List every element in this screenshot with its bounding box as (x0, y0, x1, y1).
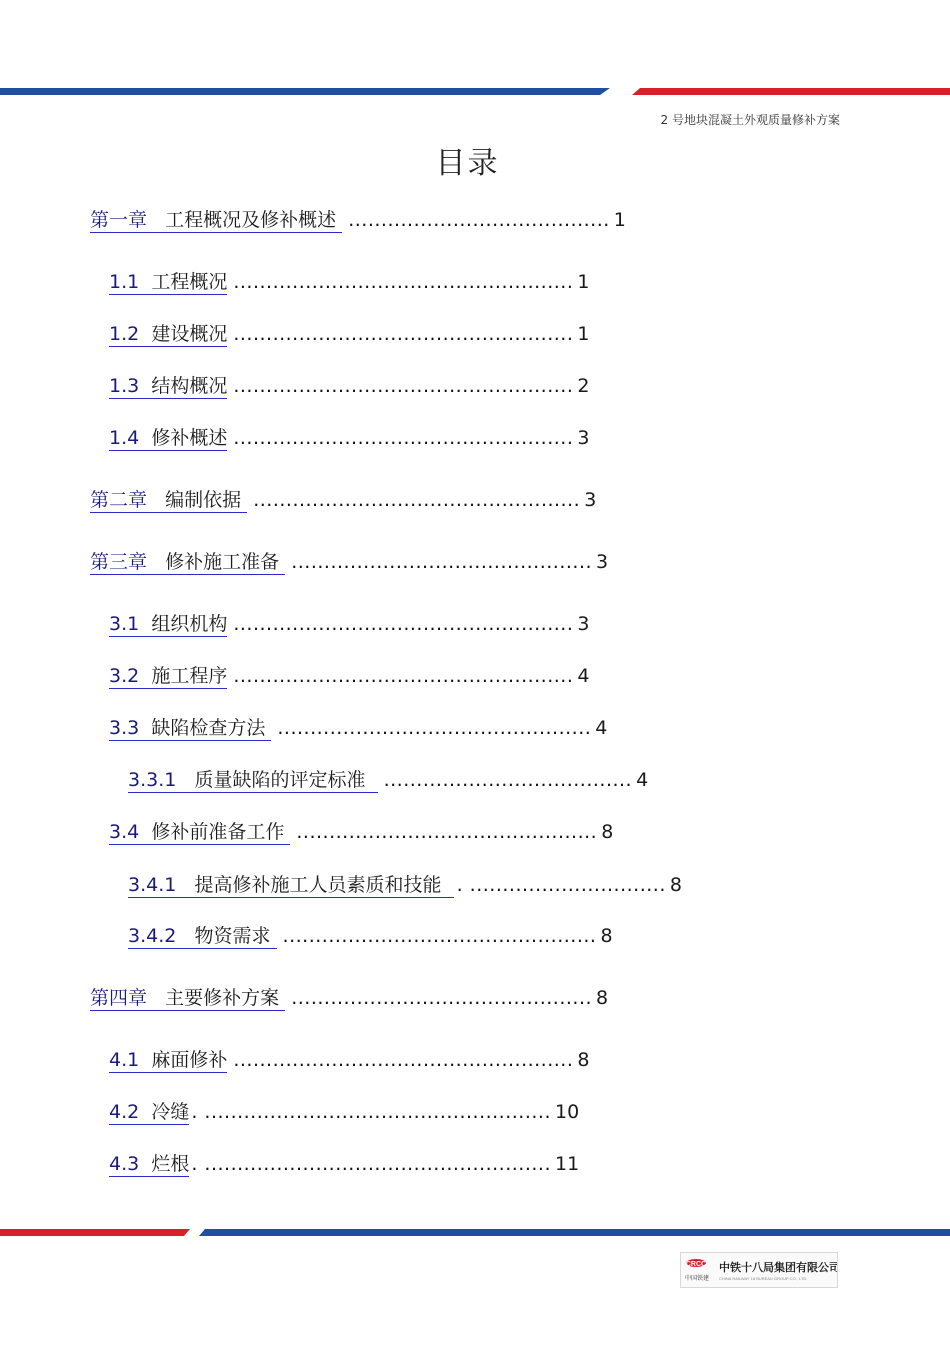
toc-page-number: 8 (600, 925, 613, 947)
toc-leader: .................................................... (233, 613, 574, 635)
toc-entry-3-4[interactable] (109, 817, 613, 843)
toc-page-number: 8 (596, 987, 609, 1009)
toc-leader: .................................................... (233, 375, 574, 397)
toc-leader: ................................................ (282, 925, 597, 947)
toc-leader: ................................................ (277, 717, 592, 739)
toc-link[interactable]: 第四章 主要修补方案 (90, 983, 285, 1010)
toc-entry-chapter-4[interactable] (90, 983, 608, 1009)
toc-leader: .................................................. (253, 489, 581, 511)
toc-page-number: 3 (577, 427, 590, 449)
toc-leader: . ..................................................... (191, 1153, 552, 1175)
toc-page-number: 1 (613, 209, 626, 231)
toc-leader: . ..................................................... (191, 1101, 552, 1123)
toc-leader: .................................................... (233, 1049, 574, 1071)
toc-leader: .............................................. (291, 551, 593, 573)
toc-link[interactable]: 第一章 工程概况及修补概述 (90, 205, 342, 232)
toc-link[interactable]: 1.3 结构概况 (109, 375, 228, 397)
svg-text:CRCC: CRCC (685, 1261, 707, 1268)
toc-link[interactable]: 4.3 烂根 (109, 1153, 190, 1175)
page-title: 目录 (435, 146, 500, 181)
toc-page-number: 3 (596, 551, 609, 573)
toc-link[interactable]: 3.1 组织机构 (109, 613, 228, 635)
toc-leader: . .............................. (456, 874, 666, 896)
toc-link[interactable]: 4.1 麻面修补 (109, 1049, 228, 1071)
toc-entry-3-3-1[interactable] (128, 765, 648, 791)
header-band (0, 86, 950, 98)
running-header: 2 号地块混凝土外观质量修补方案 (660, 113, 840, 127)
toc-link[interactable]: 1.4 修补概述 (109, 427, 228, 449)
toc-entry-1-2[interactable] (109, 319, 589, 345)
toc-leader: .............................................. (296, 821, 598, 843)
toc-leader: .................................................... (233, 665, 574, 687)
toc-entry-3-4-2[interactable] (128, 921, 613, 947)
toc-page-number: 8 (669, 874, 682, 896)
toc-entry-chapter-3[interactable] (90, 547, 608, 573)
toc-leader: .................................................... (233, 323, 574, 345)
toc-page-number: 1 (577, 323, 590, 345)
toc-leader: ........................................ (348, 209, 610, 231)
toc-link[interactable]: 3.3 缺陷检查方法 (109, 713, 271, 740)
svg-text:中国铁建: 中国铁建 (685, 1275, 710, 1282)
footer-band (0, 1227, 950, 1239)
toc-leader: .................................................... (233, 427, 574, 449)
toc-entry-chapter-1[interactable] (90, 205, 626, 231)
toc-entry-3-4-1[interactable] (128, 870, 682, 896)
toc-entry-1-3[interactable] (109, 371, 589, 397)
toc-link[interactable]: 3.2 施工程序 (109, 665, 228, 687)
toc-page-number: 11 (555, 1153, 580, 1175)
toc-entry-3-3[interactable] (109, 713, 607, 739)
toc-leader: .............................................. (291, 987, 593, 1009)
toc-link[interactable]: 第二章 编制依据 (90, 485, 247, 512)
toc-page-number: 2 (577, 375, 590, 397)
toc-leader: ...................................... (383, 769, 633, 791)
toc-page-number: 3 (584, 489, 597, 511)
toc-link[interactable]: 第三章 修补施工准备 (90, 547, 285, 574)
toc-page-number: 10 (555, 1101, 580, 1123)
toc-page-number: 1 (577, 271, 590, 293)
toc-page-number: 4 (636, 769, 649, 791)
toc-entry-chapter-2[interactable] (90, 485, 596, 511)
toc-link[interactable]: 3.4.2 物资需求 (128, 921, 277, 948)
toc-link[interactable]: 1.1 工程概况 (109, 271, 228, 293)
toc-link[interactable]: 4.2 冷缝 (109, 1101, 190, 1123)
toc-entry-1-4[interactable] (109, 423, 589, 449)
company-logo (680, 1252, 838, 1288)
toc-page-number: 4 (577, 665, 590, 687)
toc-entry-4-2[interactable] (109, 1097, 579, 1123)
toc-page-number: 3 (577, 613, 590, 635)
company-english-name: CHINA RAILWAY 18 BUREAU GROUP CO., LTD. (719, 1276, 808, 1281)
toc-entry-4-1[interactable] (109, 1045, 589, 1071)
toc-page-number: 8 (577, 1049, 590, 1071)
toc-entry-3-1[interactable] (109, 609, 589, 635)
crcc-logo-icon (685, 1259, 709, 1282)
toc-entry-4-3[interactable] (109, 1149, 579, 1175)
toc-link[interactable]: 1.2 建设概况 (109, 323, 228, 345)
toc-entry-3-2[interactable] (109, 661, 589, 687)
toc-leader: .................................................... (233, 271, 574, 293)
toc-page-number: 4 (595, 717, 608, 739)
toc-link[interactable]: 3.4 修补前准备工作 (109, 817, 290, 844)
company-name: 中铁十八局集团有限公司 (719, 1261, 837, 1274)
toc-link[interactable]: 3.3.1 质量缺陷的评定标准 (128, 765, 378, 792)
toc-link[interactable]: 3.4.1 提高修补施工人员素质和技能 (128, 870, 454, 897)
toc-page-number: 8 (601, 821, 614, 843)
toc-entry-1-1[interactable] (109, 267, 589, 293)
